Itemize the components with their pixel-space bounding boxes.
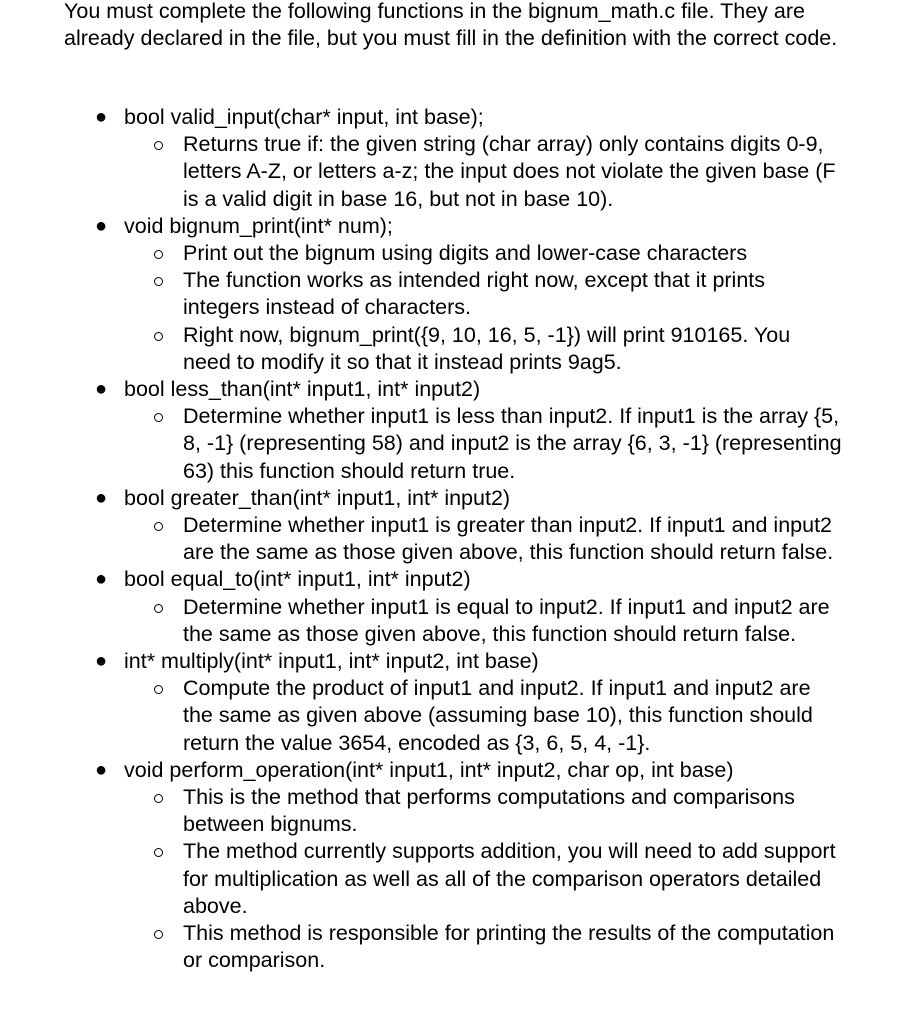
detail-item	[0, 920, 843, 974]
detail-text: Determine whether input1 is less than input2. If input1 is the array {5, 8, -1} (representing 58) and input2 is the array {6, 3, -1} (representing 63) this function should return true.	[183, 404, 842, 483]
function-item-perform-operation	[0, 757, 844, 975]
bullet-icon: ●	[94, 214, 108, 237]
detail-item	[0, 403, 843, 485]
detail-text: The method currently supports addition, you will need to add support for multiplication as well as all of the comparison operators detailed above.	[183, 839, 836, 918]
detail-text: This is the method that performs computations and comparisons between bignums.	[183, 785, 795, 837]
circle-bullet-icon	[154, 794, 163, 803]
function-item-multiply	[0, 648, 844, 757]
detail-item	[0, 512, 843, 566]
circle-bullet-icon	[154, 848, 163, 857]
function-item-greater-than	[0, 485, 844, 567]
function-signature: bool equal_to(int* input1, int* input2)	[124, 567, 471, 592]
function-signature: bool greater_than(int* input1, int* input2)	[124, 485, 511, 510]
circle-bullet-icon	[154, 685, 163, 694]
circle-bullet-icon	[154, 522, 163, 531]
circle-bullet-icon	[154, 930, 163, 939]
detail-text: This method is responsible for printing the results of the computation or comparison.	[183, 921, 835, 973]
detail-item	[0, 675, 843, 757]
function-signature: void perform_operation(int* input1, int* input2, char op, int base)	[124, 757, 734, 782]
function-item-less-than	[0, 376, 844, 485]
circle-bullet-icon	[154, 277, 163, 286]
detail-item	[0, 784, 843, 838]
bullet-icon: ●	[94, 758, 108, 781]
circle-bullet-icon	[154, 141, 163, 150]
function-item-bignum-print	[0, 213, 844, 376]
function-details	[124, 403, 844, 485]
circle-bullet-icon	[154, 332, 163, 341]
function-details	[124, 512, 844, 566]
bullet-icon: ●	[94, 568, 108, 591]
detail-item	[0, 594, 843, 648]
bullet-icon: ●	[94, 650, 108, 673]
detail-item	[0, 838, 843, 920]
circle-bullet-icon	[154, 604, 163, 613]
detail-item	[0, 240, 843, 267]
function-details	[124, 784, 844, 974]
function-details	[124, 131, 844, 213]
function-signature: int* multiply(int* input1, int* input2, int base)	[124, 649, 539, 674]
function-details	[124, 240, 844, 376]
detail-item	[0, 131, 843, 213]
detail-text: Right now, bignum_print({9, 10, 16, 5, -1}) will print 910165. You need to modify it so that it instead prints 9ag5.	[183, 322, 791, 374]
detail-text: Compute the product of input1 and input2. If input1 and input2 are the same as given above (assuming base 10), this function should return the value 3654, encoded as {3, 6, 5, 4, -1}.	[183, 676, 813, 755]
circle-bullet-icon	[154, 250, 163, 259]
detail-text: Determine whether input1 is greater than input2. If input1 and input2 are the same as those given above, this function should return false.	[183, 513, 834, 565]
function-item-valid-input	[0, 104, 844, 213]
bullet-icon: ●	[94, 378, 108, 401]
detail-item	[0, 267, 843, 321]
function-signature: void bignum_print(int* num);	[124, 213, 393, 238]
bullet-icon: ●	[94, 486, 108, 509]
function-signature: bool less_than(int* input1, int* input2)	[124, 377, 481, 402]
detail-item	[0, 322, 843, 376]
circle-bullet-icon	[154, 413, 163, 422]
detail-text: Determine whether input1 is equal to input2. If input1 and input2 are the same as those given above, this function should return false.	[183, 594, 830, 646]
detail-text: Returns true if: the given string (char array) only contains digits 0-9, letters A-Z, or letters a-z; the input does not violate the given base (F is a valid digit in base 16, but not in base 10).	[183, 132, 836, 211]
function-signature: bool valid_input(char* input, int base);	[124, 105, 484, 129]
detail-text: Print out the bignum using digits and lower-case characters	[183, 241, 748, 266]
bullet-icon: ●	[94, 106, 108, 128]
function-item-equal-to	[0, 566, 844, 648]
intro-paragraph: You must complete the following functions in the bignum_math.c file. They are already declared in the file, but you must fill in the definition with the correct code.	[64, 0, 838, 51]
function-list	[0, 104, 915, 975]
function-details	[124, 675, 844, 757]
detail-text: The function works as intended right now, except that it prints integers instead of characters.	[183, 268, 766, 320]
function-details	[124, 594, 844, 648]
